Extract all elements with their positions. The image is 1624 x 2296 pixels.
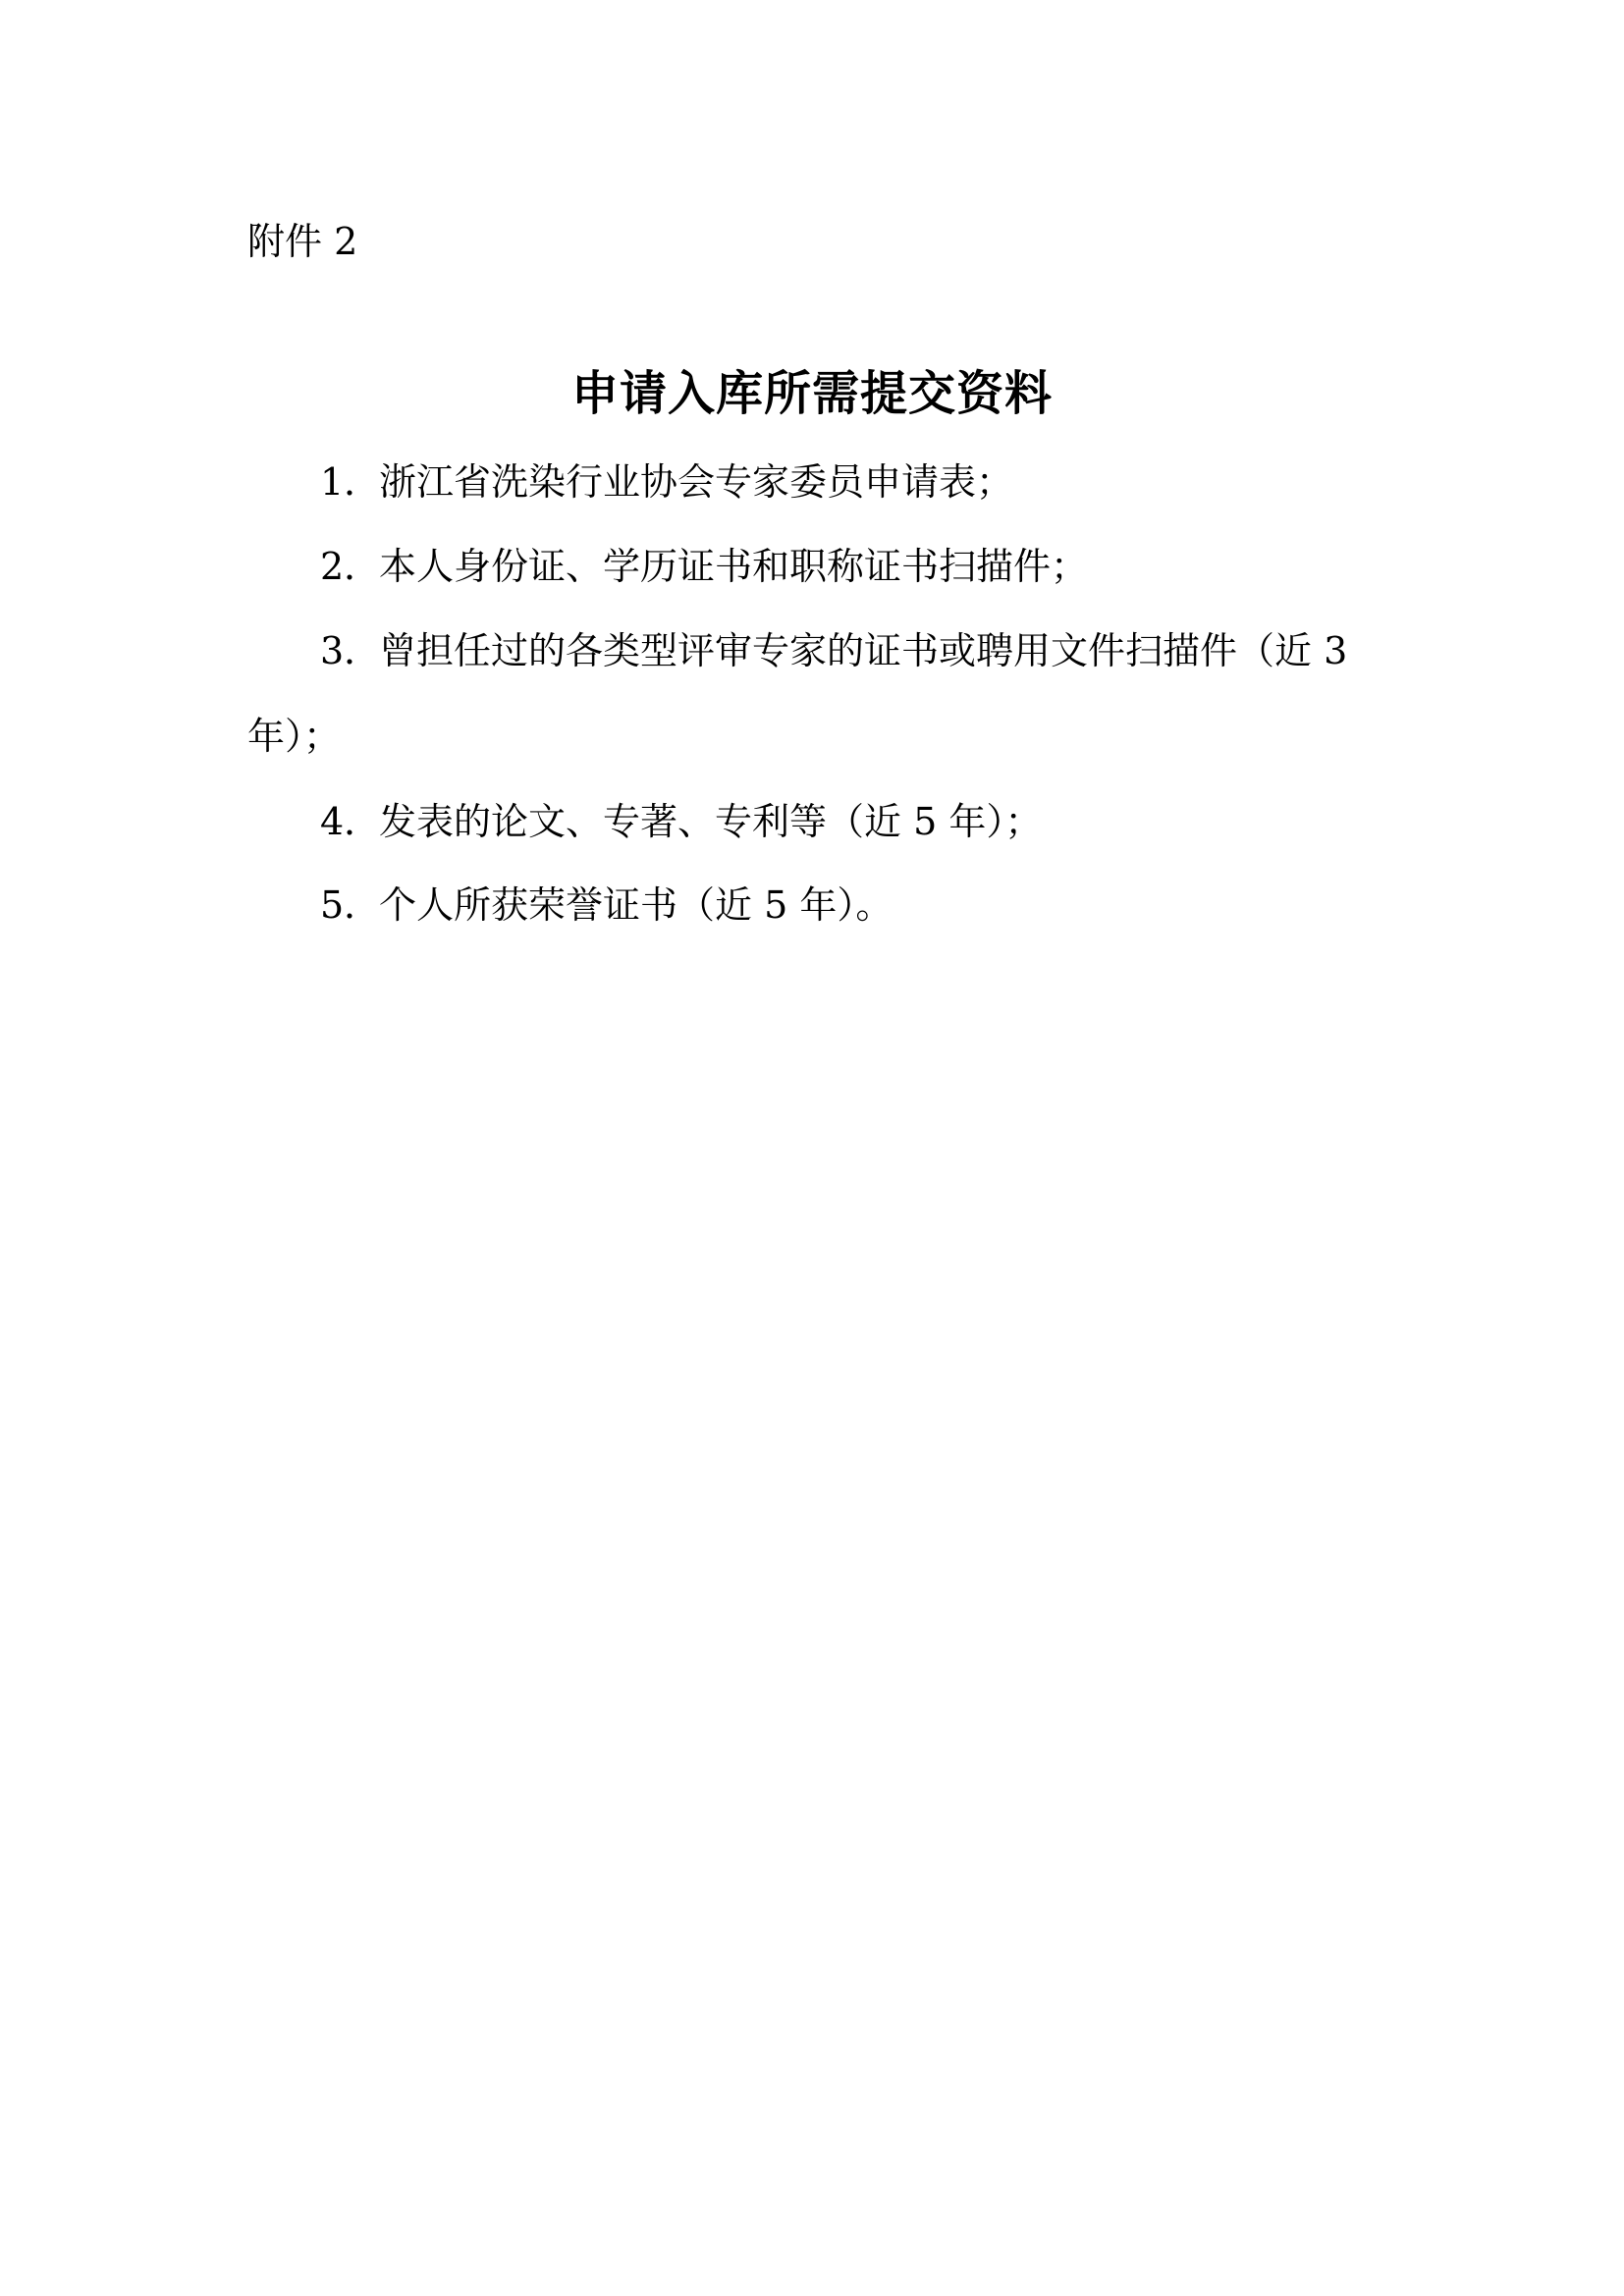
list-item [320,537,1088,596]
list-item-text: 本人身份证、学历证书和职称证书扫描件； [379,545,1089,588]
list-item [320,792,1042,851]
list-item [320,876,893,934]
list-item-number: 1． [320,460,382,504]
attachment-label: 附件 2 [247,220,358,263]
list-item-number: 3． [320,629,382,672]
list-item-continuation: 年）； [247,715,342,758]
list-item [320,453,1013,511]
list-item-text: 浙江省洗染行业协会专家委员申请表； [379,460,1014,504]
document-title: 申请入库所需提交资料 [570,366,1053,421]
list-item-number: 5． [320,883,382,927]
list-item-text: 曾担任过的各类型评审专家的证书或聘用文件扫描件（近 3 [379,629,1348,672]
list-item-text: 发表的论文、专著、专利等（近 5 年）； [379,800,1043,843]
list-item-number: 4． [320,800,382,843]
list-item [320,621,1347,680]
list-item-number: 2． [320,545,382,588]
list-item-text: 个人所获荣誉证书（近 5 年）。 [379,883,893,927]
